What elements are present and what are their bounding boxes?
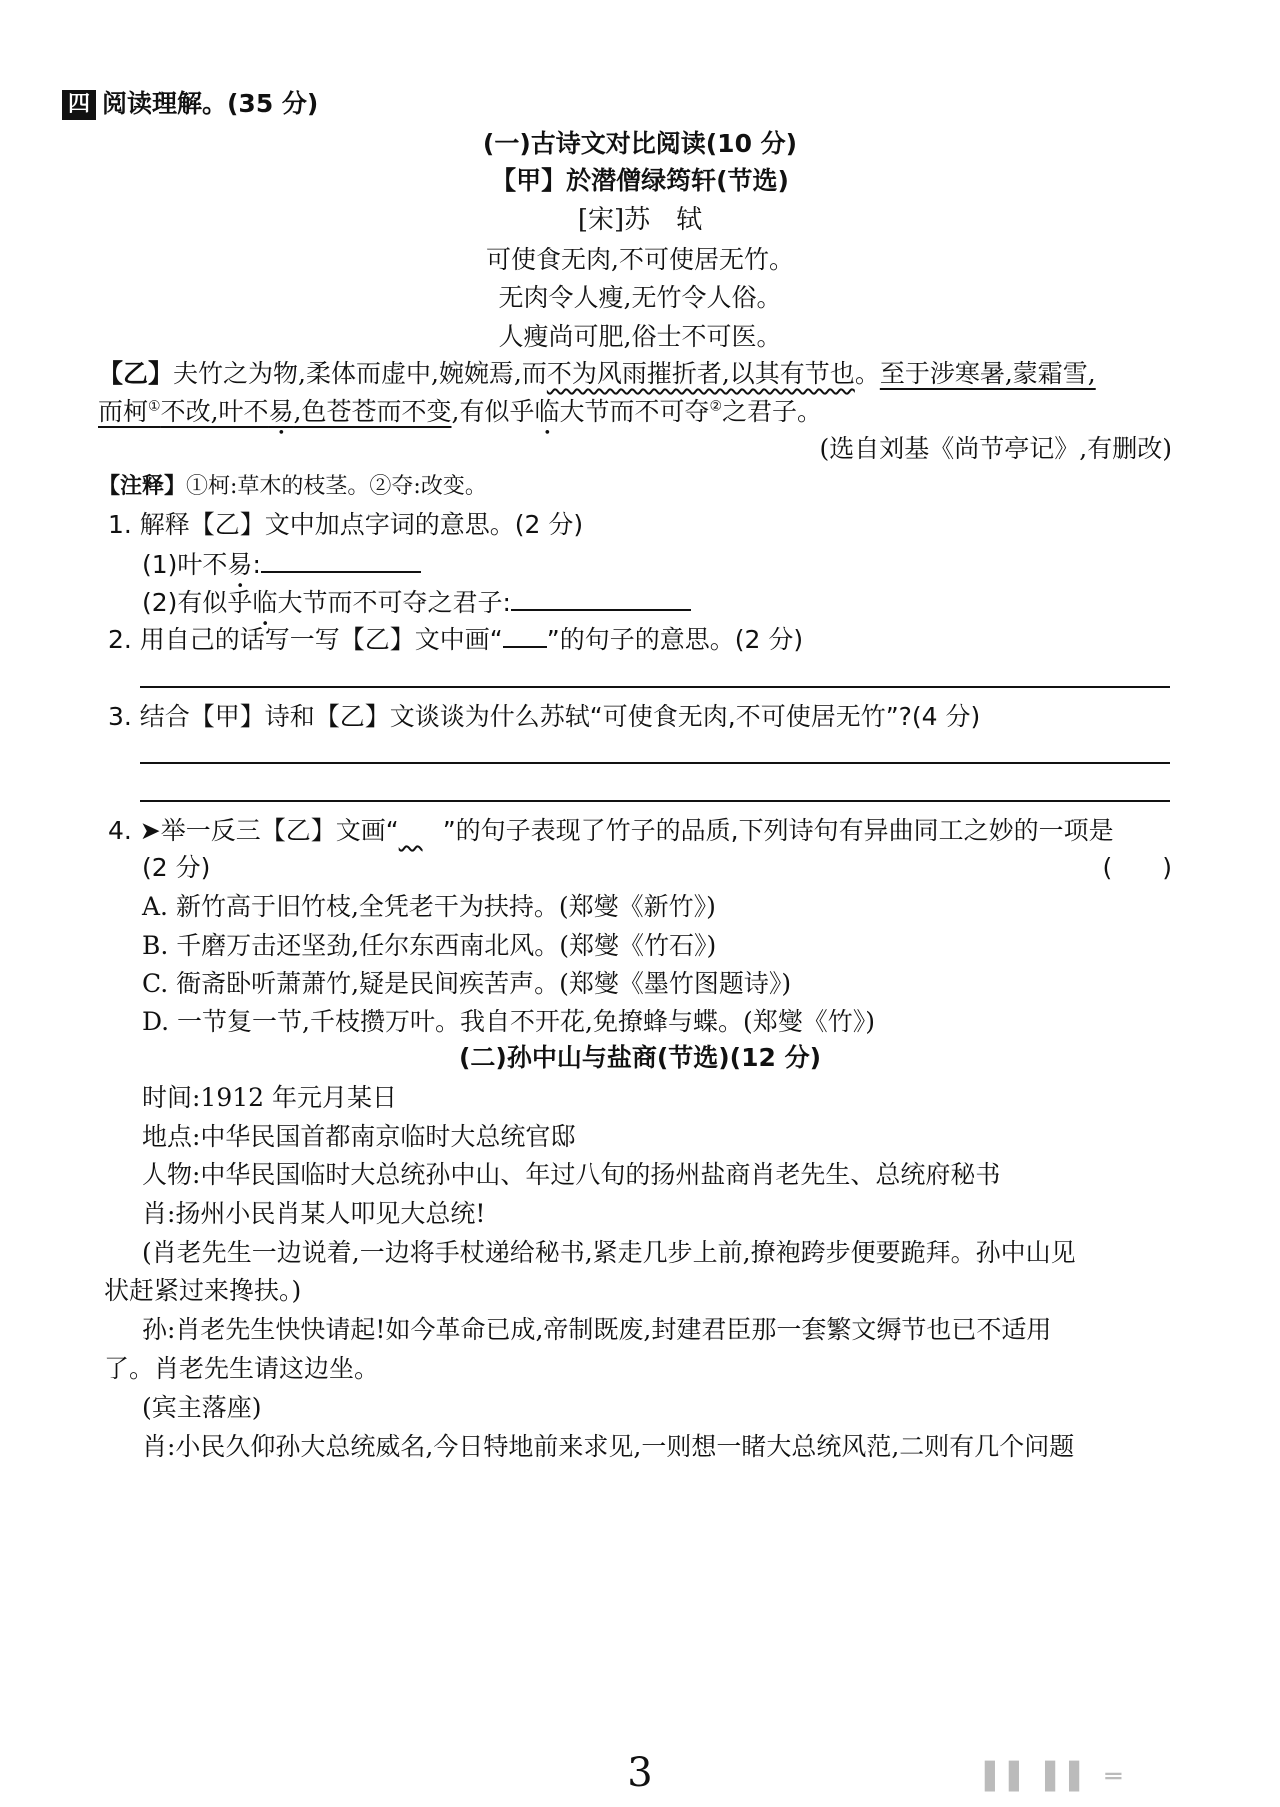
answer-blank-1[interactable] <box>261 547 421 573</box>
question-1: 1. 解释【乙】文中加点字词的意思。(2 分) <box>108 510 584 539</box>
annotations-label: 【注释】 <box>98 474 187 499</box>
drama-time: 时间:1912 年元月某日 <box>142 1083 397 1112</box>
q2-text: ”的句子的意思。(2 分) <box>546 625 804 654</box>
option-c[interactable]: C. 衙斋卧听萧萧竹,疑是民间疾苦声。(郑燮《墨竹图题诗》) <box>142 969 792 998</box>
drama-line-sun-a: 孙:肖老先生快快请起!如今革命已成,帝制既废,封建君臣那一套繁文缛节也已不适用 <box>142 1315 1052 1344</box>
answer-paren[interactable]: ( ) <box>1102 853 1172 882</box>
yi-passage-line-2 <box>98 395 822 441</box>
drama-place: 地点:中华民国首都南京临时大总统官邸 <box>142 1122 576 1151</box>
dotted-char-lin: 临 <box>534 397 560 426</box>
poem-line-1: 可使食无肉,不可使居无竹。 <box>486 245 794 274</box>
drama-line-xiao-1: 肖:扬州小民肖某人叩见大总统! <box>142 1199 486 1228</box>
stage-direction-2: (宾主落座) <box>142 1393 262 1422</box>
yi-text: 不改,叶不 <box>160 397 269 426</box>
drama-line-sun-b: 了。肖老先生请这边坐。 <box>104 1354 380 1383</box>
option-d[interactable]: D. 一节复一节,千枝攒万叶。我自不开花,免撩蜂与蝶。(郑燮《竹》) <box>142 1007 875 1036</box>
part1-heading: (一)古诗文对比阅读(10 分) <box>482 129 798 158</box>
section-title: 阅读理解。(35 分) <box>102 89 319 118</box>
section-header <box>62 87 318 121</box>
dotted-char: 易 <box>227 550 253 579</box>
q1-sub1-colon: : <box>252 550 261 579</box>
option-b[interactable]: B. 千磨万击还坚劲,任尔东西南北风。(郑燮《竹石》) <box>142 931 717 960</box>
dotted-char: 临 <box>252 588 278 617</box>
answer-line-q2[interactable] <box>140 686 1170 688</box>
yi-label: 【乙】 <box>98 359 174 388</box>
q1-sub2-text: 大节而不可夺之君子: <box>277 588 511 617</box>
watermark-icon: ▌▌ ▌▌ ═ <box>985 1762 1126 1792</box>
yi-passage-line-1 <box>98 357 1096 391</box>
part2-heading: (二)孙中山与盐商(节选)(12 分) <box>458 1043 822 1072</box>
question-2 <box>108 622 803 657</box>
footnote-mark-2: ② <box>709 398 723 415</box>
q4-text: ”的句子表现了竹子的品质,下列诗句有异曲同工之妙的一项是 <box>442 816 1114 845</box>
underlined-sentence-b <box>98 397 452 426</box>
annotations <box>98 470 487 504</box>
dotted-char-yi: 易 <box>268 397 294 426</box>
stage-direction-1b: 状赶紧过来搀扶。) <box>104 1276 302 1305</box>
q2-text: 2. 用自己的话写一写【乙】文中画“ <box>108 625 503 654</box>
wavy-sample <box>399 814 443 848</box>
answer-line-q3-1[interactable] <box>140 762 1170 764</box>
yi-text: 之君子。 <box>722 397 823 426</box>
poem-line-3: 人瘦尚可肥,俗士不可医。 <box>498 322 782 351</box>
annotations-text: ①柯:草木的枝茎。②夺:改变。 <box>186 474 487 499</box>
answer-line-q3-2[interactable] <box>140 800 1170 802</box>
yi-text: 大节而不可夺 <box>559 397 710 426</box>
option-a[interactable]: A. 新竹高于旧竹枝,全凭老干为扶持。(郑燮《新竹》) <box>142 892 716 921</box>
underline-sample <box>503 622 547 648</box>
wavy-sentence: 不为风雨摧折者,以其有节也 <box>546 359 855 388</box>
answer-blank-2[interactable] <box>511 585 691 611</box>
yi-text: ,有似乎 <box>451 397 535 426</box>
q1-sub2-text: (2)有似乎 <box>142 588 253 617</box>
drama-characters: 人物:中华民国临时大总统孙中山、年过八旬的扬州盐商肖老先生、总统府秘书 <box>142 1160 1001 1189</box>
poem-title: 【甲】於潜僧绿筠轩(节选) <box>491 166 789 195</box>
question-4-points: (2 分) <box>142 853 211 882</box>
yi-text: ,色苍苍而不变 <box>293 397 452 426</box>
question-4 <box>108 814 1114 848</box>
stage-direction-1a: (肖老先生一边说着,一边将手杖递给秘书,紧走几步上前,撩袍跨步便要跪拜。孙中山见 <box>142 1238 1076 1267</box>
poem-line-2: 无肉令人瘦,无竹令人俗。 <box>498 283 782 312</box>
page-number: 3 <box>627 1750 653 1796</box>
yi-text: 而柯 <box>98 397 149 426</box>
drama-line-xiao-2: 肖:小民久仰孙大总统威名,今日特地前来求见,一则想一睹大总统风范,二则有几个问题 <box>142 1432 1075 1461</box>
underlined-sentence-a: 至于涉寒暑,蒙霜雪, <box>879 359 1096 388</box>
q1-sub1-text: (1)叶不 <box>142 550 228 579</box>
yi-punct: 。 <box>854 359 880 388</box>
question-3: 3. 结合【甲】诗和【乙】文谈谈为什么苏轼“可使食无肉,不可使居无竹”?(4 分) <box>108 702 981 731</box>
yi-text: 夫竹之为物,柔体而虚中,婉婉焉,而 <box>173 359 547 388</box>
poem-author: [宋]苏 轼 <box>577 205 703 235</box>
yi-source: (选自刘基《尚节亭记》,有删改) <box>819 434 1172 463</box>
section-number-badge: 四 <box>62 90 96 120</box>
q4-text: 4. ➤举一反三【乙】文画“ <box>108 816 399 845</box>
footnote-mark-1: ① <box>148 398 161 415</box>
